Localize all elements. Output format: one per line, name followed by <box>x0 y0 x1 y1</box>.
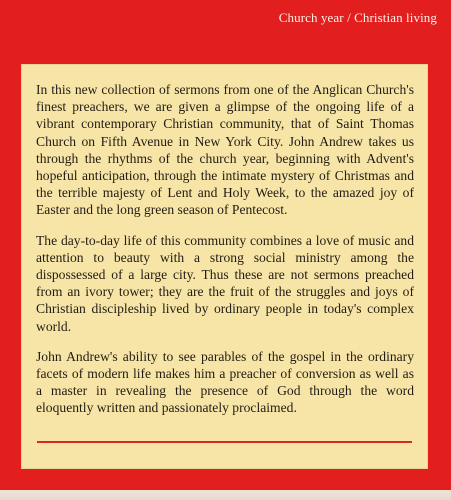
category-label: Church year / Christian living <box>278 10 437 25</box>
description-paragraph-1: In this new collection of sermons from one of the Anglican Church's finest preachers, we are given a glimpse of the ongoing life of a vibrant contemporary Christian community, that of Saint Thomas Church on Fifth Avenue in New York City. John Andrew takes us through the rhythms of the church year, beginning with Advent's hopeful anticipation, through the intimate mystery of Christmas and the terrible majesty of Lent and Holy Week, to the amazed joy of Easter and the long green season of Pentecost. <box>36 82 414 218</box>
divider-rule <box>37 441 412 443</box>
description-paragraph-2: The day-to-day life of this community combines a love of music and attention to beauty with a strong social ministry among the dispossessed of a large city. Thus these are not sermons preached from an ivory tower; they are the fruit of the struggles and joys of Christian discipleship lived by ordinary people in today's complex world. <box>36 232 414 334</box>
cover-bottom-edge <box>0 490 451 500</box>
description-paragraph-3: John Andrew's ability to see parables of the gospel in the ordinary facets of modern life makes him a preacher of conversion as well as a master in revealing the presence of God through the word eloquently written and passionately proclaimed. <box>36 348 414 416</box>
description-panel <box>21 64 428 469</box>
